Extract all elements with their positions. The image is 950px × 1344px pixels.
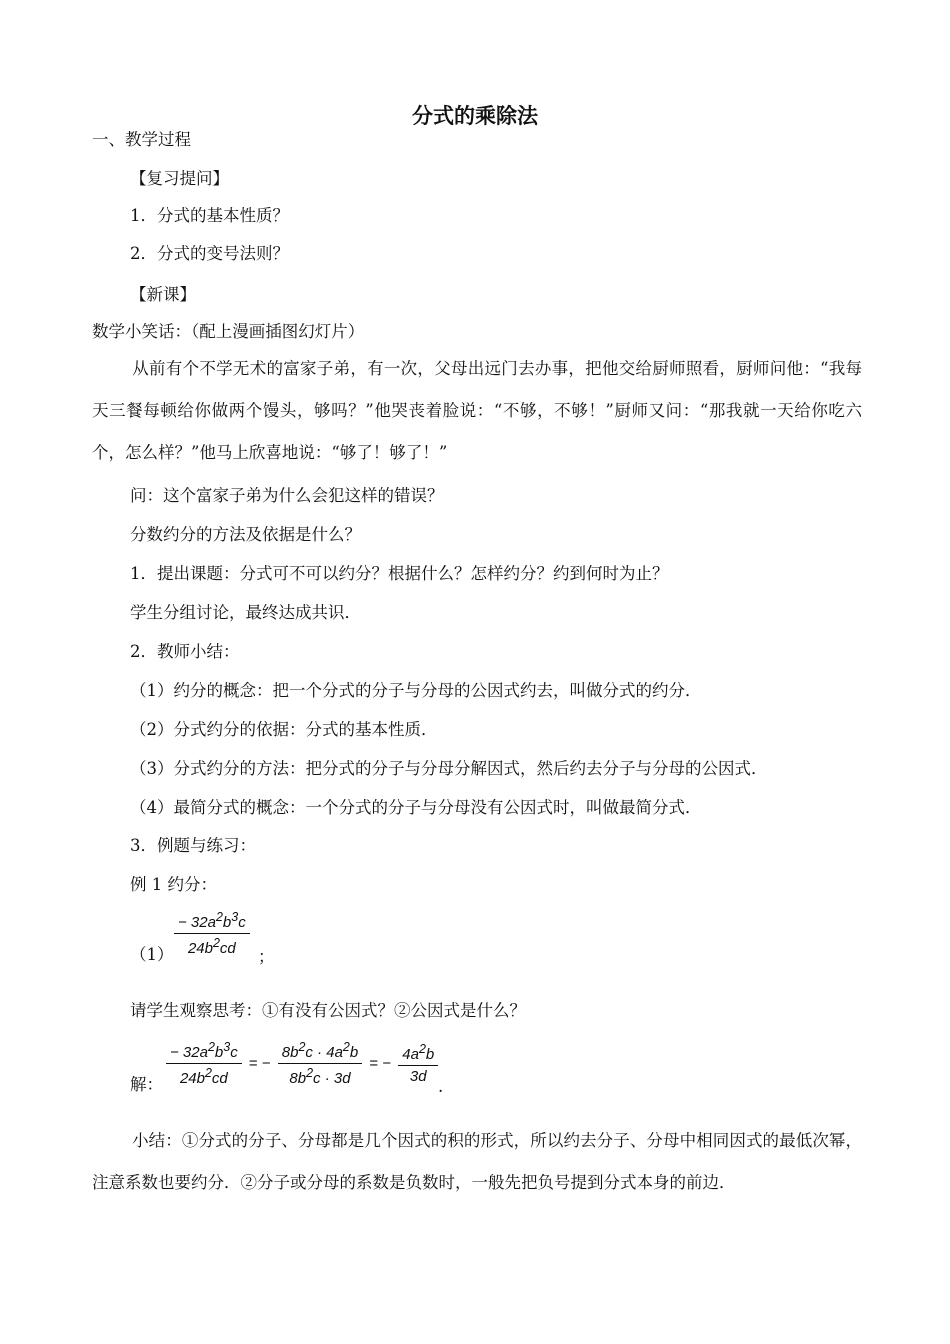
solution-label: 解： xyxy=(130,1075,163,1094)
item-1-label: （1） xyxy=(130,945,174,964)
summary-item-3: （3）分式约分的方法：把分式的分子与分母分解因式，然后约去分子与分母的公因式． xyxy=(130,759,768,778)
review-heading: 【复习提问】 xyxy=(130,169,229,188)
fraction: $\frac{- 32a^2b^3c}{24b^2cd}$ xyxy=(174,910,250,957)
summary-item-1: （1）约分的概念：把一个分式的分子与分母的公因式约去，叫做分式的约分． xyxy=(130,681,702,700)
observe-prompt: 请学生观察思考：①有没有公因式？②公因式是什么？ xyxy=(130,1001,526,1020)
item-1-suffix: ； xyxy=(258,947,275,966)
conclusion-paragraph xyxy=(92,1120,862,1204)
fraction: $\frac{- 32a^2b^3c}{24b^2cd}$ xyxy=(166,1040,242,1087)
new-lesson-heading: 【新课】 xyxy=(130,285,196,304)
example-fraction xyxy=(174,910,250,957)
solution-equation: $\frac{- 32a^2b^3c}{24b^2cd}$ = − $\frac{8b^2c \cdot 4a^2b}{8b^2c \cdot 3d}$ = − $\frac{4a^2b}{3d}$ xyxy=(166,1040,438,1087)
joke-paragraph xyxy=(92,348,862,474)
fraction: $\frac{8b^2c \cdot 4a^2b}{8b^2c \cdot 3d}$ xyxy=(278,1040,362,1087)
summary-heading: 2．教师小结： xyxy=(130,642,240,661)
examples-heading: 3．例题与练习： xyxy=(130,836,256,855)
joke-text: 从前有个不学无术的富家子弟，有一次，父母出远门去办事，把他交给厨师照看，厨师问他：“我每天三餐每顿给你做两个馒头，够吗？”他哭丧着脸说：“不够，不够！”厨师又问：“那我就一天给你吃六个，怎么样？”他马上欣喜地说：“够了！够了！” xyxy=(92,359,862,462)
joke-intro: 数学小笑话：（配上漫画插图幻灯片） xyxy=(92,322,365,341)
page-title: 分式的乘除法 xyxy=(412,104,538,128)
solution-end: . xyxy=(438,1077,444,1096)
fraction: $\frac{4a^2b}{3d}$ xyxy=(398,1042,438,1085)
review-question-2: 2．分式的变号法则？ xyxy=(130,244,289,263)
summary-item-4: （4）最简分式的概念：一个分式的分子与分母没有公因式时，叫做最简分式． xyxy=(130,798,702,817)
example-1-label: 例 1 约分： xyxy=(130,875,217,894)
discussion-line: 学生分组讨论，最终达成共识． xyxy=(130,603,361,622)
question-1: 问：这个富家子弟为什么会犯这样的错误？ xyxy=(130,486,444,505)
review-question-1: 1．分式的基本性质？ xyxy=(130,206,289,225)
section-heading: 一、教学过程 xyxy=(92,130,191,149)
summary-item-2: （2）分式约分的依据：分式的基本性质． xyxy=(130,720,438,739)
topic-line: 1．提出课题：分式可不可以约分？根据什么？怎样约分？约到何时为止？ xyxy=(130,564,669,583)
question-2: 分数约分的方法及依据是什么？ xyxy=(130,525,361,544)
conclusion-text: 小结：①分式的分子、分母都是几个因式的积的形式，所以约去分子、分母中相同因式的最低次幂，注意系数也要约分．②分子或分母的系数是负数时，一般先把负号提到分式本身的前边． xyxy=(92,1131,862,1192)
